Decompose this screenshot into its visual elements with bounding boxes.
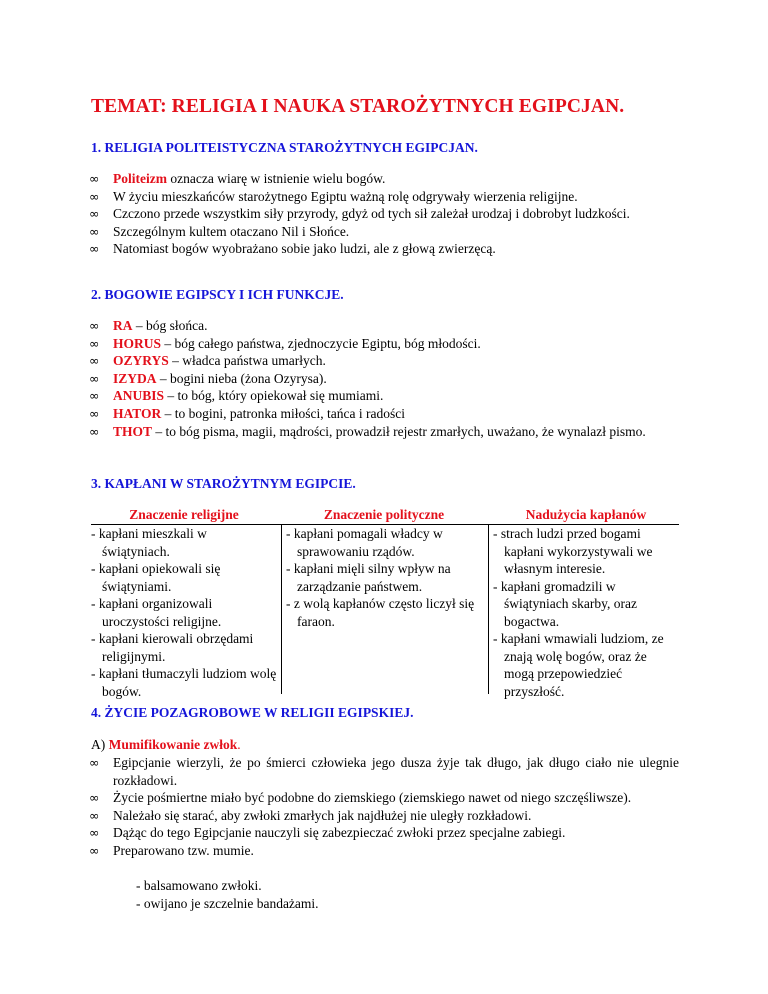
list-item: ∞ Dążąc do tego Egipcjanie nauczyli się zabezpieczać zwłoki przez specjalne zabiegi.	[89, 825, 566, 841]
table-column-divider	[488, 524, 489, 694]
column-header: Znaczenie polityczne	[323, 507, 445, 522]
sub-list-item: - balsamowano zwłoki.	[136, 878, 262, 893]
cell-line: - kapłani wmawiali ludziom, ze znają wolę bogów, oraz że mogą przepowiedzieć przyszłość.	[493, 631, 664, 699]
infinity-bullet-icon: ∞	[89, 405, 100, 421]
infinity-bullet-icon: ∞	[89, 370, 100, 386]
list-item: ∞ HATOR – to bogini, patronka miłości, tańca i radości	[89, 405, 405, 421]
list-item: ∞ Egipcjanie wierzyli, że po śmierci człowieka jego dusza żyje tak długo, jak długo ciało nie ulegnie rozkładowi.	[89, 755, 679, 788]
page-title: TEMAT: RELIGIA I NAUKA STAROŻYTNYCH EGIPCJAN.	[91, 96, 625, 117]
infinity-bullet-icon: ∞	[89, 188, 100, 204]
list-item: ∞ Życie pośmiertne miało być podobne do ziemskiego (ziemskiego nawet od niego szczęśliwsze).	[89, 790, 632, 806]
section4-heading: 4. ŻYCIE POZAGROBOWE W RELIGII EGIPSKIEJ.	[91, 705, 414, 720]
infinity-bullet-icon: ∞	[89, 241, 100, 257]
table-column-political	[286, 506, 482, 630]
table-cell	[493, 525, 679, 700]
section1-heading: 1. RELIGIA POLITEISTYCZNA STAROŻYTNYCH EGIPCJAN.	[91, 140, 478, 155]
cell-line: - kapłani kierowali obrzędami religijnymi.	[91, 631, 254, 664]
cell-line: - kapłani opiekowali się świątyniami.	[91, 561, 221, 594]
column-header: Nadużycia kapłanów	[525, 507, 647, 522]
infinity-bullet-icon: ∞	[89, 423, 100, 439]
table-column-abuses	[493, 506, 679, 700]
mummification-subheading: A) Mumifikowanie zwłok.	[91, 737, 241, 752]
list-item: ∞ Natomiast bogów wyobrażano sobie jako ludzi, ale z głową zwierzęcą.	[89, 241, 496, 257]
infinity-bullet-icon: ∞	[89, 171, 100, 186]
infinity-bullet-icon: ∞	[89, 755, 100, 770]
section3-heading: 3. KAPŁANI W STAROŻYTNYM EGIPCIE.	[91, 476, 356, 491]
cell-line: - kapłani organizowali uroczystości religijne.	[91, 596, 222, 629]
cell-line: - kapłani mieszkali w świątyniach.	[91, 526, 207, 559]
infinity-bullet-icon: ∞	[89, 807, 100, 823]
list-item: ∞ Należało się starać, aby zwłoki zmarłych jak najdłużej nie uległy rozkładowi.	[89, 807, 532, 823]
column-header: Znaczenie religijne	[129, 507, 239, 522]
list-item: ∞ HORUS – bóg całego państwa, zjednoczycie Egiptu, bóg młodości.	[89, 335, 481, 351]
table-cell	[286, 525, 482, 630]
infinity-bullet-icon: ∞	[89, 790, 100, 806]
section4-list	[91, 754, 679, 860]
infinity-bullet-icon: ∞	[89, 206, 100, 222]
cell-line: - kapłani pomagali władcy w sprawowaniu rządów.	[286, 526, 443, 559]
table-column-religious	[91, 506, 277, 700]
infinity-bullet-icon: ∞	[89, 842, 100, 858]
infinity-bullet-icon: ∞	[89, 388, 100, 404]
infinity-bullet-icon: ∞	[89, 318, 100, 333]
infinity-bullet-icon: ∞	[89, 223, 100, 239]
infinity-bullet-icon: ∞	[89, 353, 100, 369]
list-item: ∞ Czczono przede wszystkim siły przyrody, gdyż od tych sił zależał urodzaj i dobrobyt ludzkości.	[89, 206, 630, 222]
section2-heading: 2. BOGOWIE EGIPSCY I ICH FUNKCJE.	[91, 287, 344, 302]
list-item: ∞ THOT – to bóg pisma, magii, mądrości, prowadził rejestr zmarłych, uważano, że wynalazł pismo.	[89, 423, 646, 439]
infinity-bullet-icon: ∞	[89, 825, 100, 841]
cell-line: - kapłani mięli silny wpływ na zarządzanie państwem.	[286, 561, 451, 594]
list-item: ∞ OZYRYS – władca państwa umarłych.	[89, 353, 326, 369]
list-item: ∞ IZYDA – bogini nieba (żona Ozyrysa).	[89, 370, 327, 386]
list-item: ∞ Szczególnym kultem otaczano Nil i Słońce.	[89, 223, 350, 239]
cell-line: - strach ludzi przed bogami kapłani wykorzystywali we własnym interesie.	[493, 526, 653, 576]
cell-line: - kapłani tłumaczyli ludziom wolę bogów.	[91, 666, 277, 699]
cell-line: - kapłani gromadzili w świątyniach skarby, oraz bogactwa.	[493, 578, 637, 629]
section1-list	[91, 170, 679, 258]
table-column-divider	[281, 524, 282, 694]
list-item: ∞ RA – bóg słońca.	[89, 318, 208, 333]
list-item: ∞ Preparowano tzw. mumie.	[89, 842, 254, 858]
cell-line: - z wolą kapłanów często liczył się faraon.	[286, 596, 475, 629]
sub-list-item: - owijano je szczelnie bandażami.	[136, 896, 319, 911]
list-item: ∞ W życiu mieszkańców starożytnego Egiptu ważną rolę odgrywały wierzenia religijne.	[89, 188, 578, 204]
list-item: ∞ ANUBIS – to bóg, który opiekował się mumiami.	[89, 388, 384, 404]
list-item: ∞ Politeizm oznacza wiarę w istnienie wielu bogów.	[89, 171, 386, 186]
section2-list	[91, 317, 679, 440]
table-cell	[91, 525, 277, 700]
infinity-bullet-icon: ∞	[89, 335, 100, 351]
